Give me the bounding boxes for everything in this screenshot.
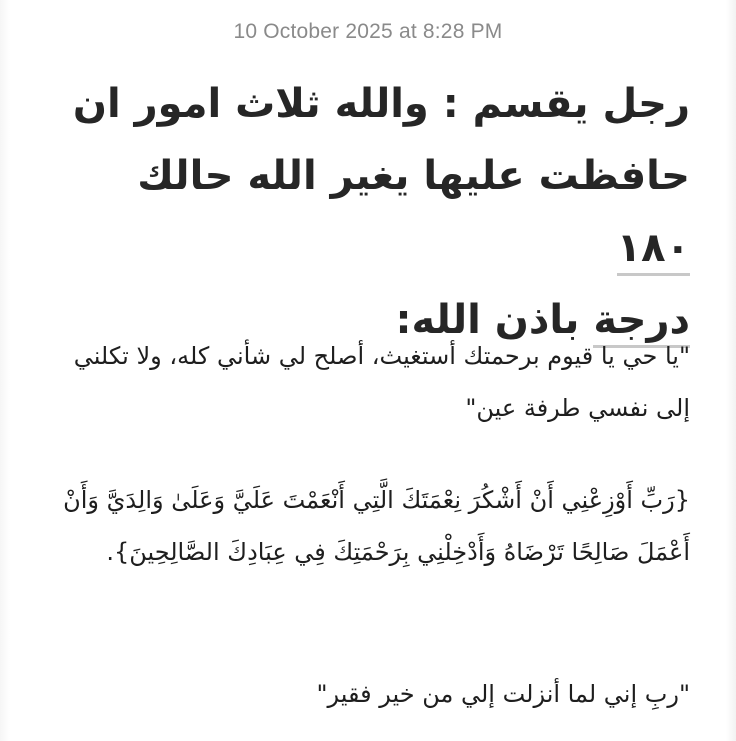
paragraph-dua-3[interactable]: "ربِ إني لما أنزلت إلي من خير فقير" xyxy=(316,680,690,708)
title-line-1: رجل يقسم : والله ثلاث امور ان xyxy=(72,81,690,127)
number-link[interactable]: ١٨٠ xyxy=(617,225,690,276)
right-page-edge xyxy=(726,0,736,741)
left-page-edge xyxy=(0,0,10,741)
note-title[interactable] xyxy=(70,68,690,356)
title-line-3-text: باذن الله: xyxy=(395,297,594,343)
word-link[interactable]: درجة xyxy=(593,297,690,348)
paragraph-dua-2[interactable]: {رَبِّ أَوْزِعْنِي أَنْ أَشْكُرَ نِعْمَتَكَ الَّتِي أَنْعَمْتَ عَلَيَّ وَعَلَىٰ وَالِدَيَّ وَأَنْ أَعْمَلَ صَالِحًا تَرْضَاهُ وَأَدْخِلْنِي بِرَحْمَتِكَ فِي عِبَادِكَ الصَّالِحِينَ}. xyxy=(63,486,690,566)
title-line-2-text: حافظت عليها يغير الله حالك xyxy=(137,153,690,199)
note-timestamp: 10 October 2025 at 8:28 PM xyxy=(233,20,503,43)
paragraph-dua-1[interactable]: "يا حي يا قيوم برحمتك أستغيث، أصلح لي شأني كله، ولا تكلني إلى نفسي طرفة عين" xyxy=(73,342,690,422)
